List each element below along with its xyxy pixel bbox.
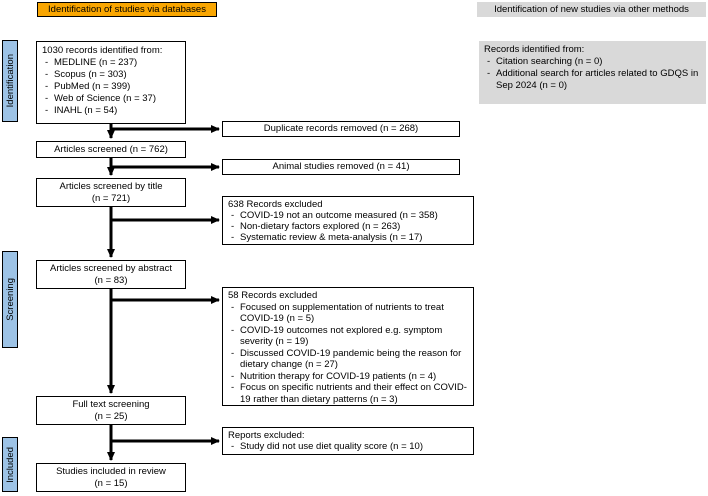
excluded-58-title: 58 Records excluded	[228, 290, 318, 301]
sidebar-screening-label: Screening	[4, 278, 16, 321]
box-studies-included	[36, 463, 186, 492]
box-screened-by-abstract	[36, 260, 186, 289]
box-full-text-screening	[36, 396, 186, 425]
header-other-methods: Identification of new studies via other methods	[477, 2, 706, 17]
screened-by-abstract-line1: Articles screened by abstract	[50, 262, 172, 274]
list-item: - COVID-19 outcomes not explored e.g. symptom severity (n = 19)	[228, 325, 468, 348]
articles-screened-label: Articles screened (n = 762)	[54, 143, 168, 155]
excluded-638-title: 638 Records excluded	[228, 199, 323, 210]
screened-by-title-line2: (n = 721)	[91, 192, 131, 204]
list-item: - Focused on supplementation of nutrients to treat COVID-19 (n = 5)	[228, 302, 468, 325]
sidebar-identification	[2, 40, 18, 122]
box-excluded-58	[222, 287, 474, 406]
sidebar-identification-label: Identification	[4, 54, 16, 108]
box-screened-by-title	[36, 178, 186, 207]
studies-included-line2: (n = 15)	[94, 477, 128, 489]
box-duplicate-removed	[222, 121, 460, 137]
sidebar-included-label: Included	[4, 446, 16, 483]
screened-by-abstract-line2: (n = 83)	[94, 274, 128, 286]
screened-by-title-line1: Articles screened by title	[59, 180, 163, 192]
list-item: - Scopus (n = 303)	[42, 69, 180, 81]
box-excluded-638	[222, 196, 474, 245]
list-item: - Web of Science (n = 37)	[42, 93, 180, 105]
list-item: - MEDLINE (n = 237)	[42, 57, 180, 69]
list-item: - PubMed (n = 399)	[42, 81, 180, 93]
list-item: - Systematic review & meta-analysis (n = 17)	[228, 232, 468, 243]
studies-included-line1: Studies included in review	[56, 465, 166, 477]
list-item: - Focus on specific nutrients and their effect on COVID-19 rather than dietary patterns (n = 3)	[228, 382, 468, 405]
full-text-line2: (n = 25)	[94, 410, 128, 422]
list-item: - Discussed COVID-19 pandemic being the reason for dietary change (n = 27)	[228, 348, 468, 371]
list-item: - Non-dietary factors explored (n = 263)	[228, 221, 468, 232]
list-item: - COVID-19 not an outcome measured (n = 358)	[228, 210, 468, 221]
duplicate-removed-label: Duplicate records removed (n = 268)	[263, 123, 419, 134]
header-databases: Identification of studies via databases	[37, 2, 217, 17]
box-other-records	[479, 41, 706, 104]
sidebar-included	[2, 437, 18, 492]
list-item: - Nutrition therapy for COVID-19 patients (n = 4)	[228, 371, 468, 383]
reports-excluded-title: Reports excluded:	[228, 430, 305, 441]
full-text-line1: Full text screening	[72, 398, 150, 410]
list-item: - INAHL (n = 54)	[42, 105, 180, 117]
list-item: - Study did not use diet quality score (n = 10)	[228, 441, 468, 452]
box-articles-screened	[36, 141, 186, 158]
list-item: - Additional search for articles related to GDQS in Sep 2024 (n = 0)	[484, 68, 701, 92]
box-records-identified	[36, 41, 186, 124]
other-records-title: Records identified from:	[484, 44, 585, 55]
list-item: - Citation searching (n = 0)	[484, 56, 701, 68]
box-animal-removed	[222, 159, 460, 175]
sidebar-screening	[2, 251, 18, 348]
box-reports-excluded	[222, 427, 474, 455]
animal-removed-label: Animal studies removed (n = 41)	[272, 161, 410, 172]
records-identified-title: 1030 records identified from:	[42, 45, 163, 56]
